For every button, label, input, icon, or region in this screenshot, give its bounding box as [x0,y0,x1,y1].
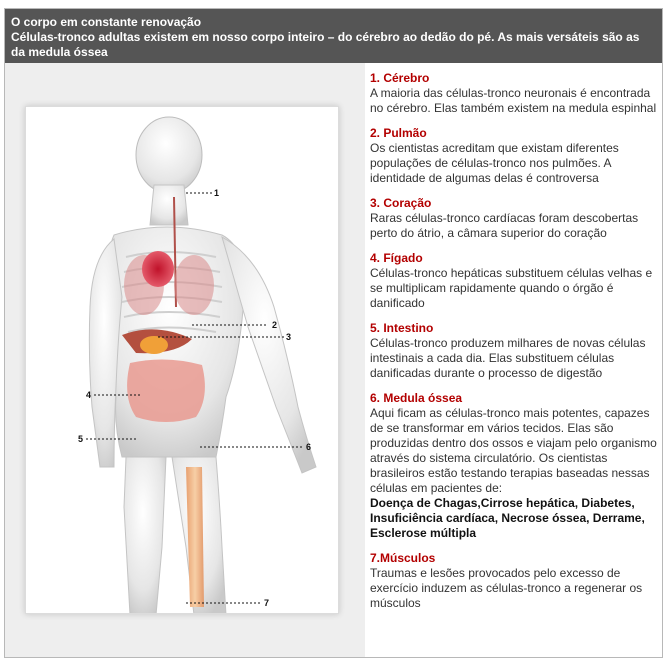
organ-title: 2. Pulmão [370,126,427,140]
intestine [127,359,205,422]
marker-3: 3 [286,332,292,342]
organ-text: Raras células-tronco cardíacas foram descobertas perto do átrio, a câmara superior do coração [370,211,639,240]
organ-text: Os cientistas acreditam que existam diferentes populações de células-tronco nos pulmões. A identidade de algumas delas é controversa [370,141,619,185]
marker-7: 7 [264,598,270,608]
organ-intestine [370,321,662,381]
organ-text: Traumas e lesões provocados pelo excesso de exercício induzem as células-tronco a regenerar os músculos [370,566,643,610]
header-title: O corpo em constante renovação [11,15,202,29]
organ-title: 3. Coração [370,196,432,210]
organ-text: A maioria das células-tronco neuronais é encontrada no cérebro. Elas também existem na medula espinhal [370,86,657,115]
organ-title: 7.Músculos [370,551,436,565]
organ-bone-marrow [370,391,662,541]
marker-6: 6 [306,442,312,452]
human-body-drawing [26,107,339,614]
organ-liver [370,251,662,311]
lung-right [174,255,214,315]
body-illustration [25,106,339,614]
organ-heart [370,196,662,241]
infographic-frame [4,8,663,658]
marker-5: 5 [78,434,84,444]
left-panel [5,63,365,657]
organ-text: Células-tronco produzem milhares de novas células intestinais a cada dia. Elas substituem células danificadas durante o processo de digestão [370,336,646,380]
header [5,9,662,63]
organ-text: Células-tronco hepáticas substituem células velhas e se multiplicam rapidamente quando o órgão é danificado [370,266,653,310]
heart [142,251,174,287]
marker-1: 1 [214,188,220,198]
organ-muscles [370,551,662,611]
marker-4: 4 [86,390,92,400]
organ-brain [370,71,662,116]
header-subtitle: Células-tronco adultas existem em nosso corpo inteiro – do cérebro ao dedão do pé. As mais versáteis são as da medula óssea [11,30,640,59]
organ-descriptions [370,63,662,657]
organ-title: 4. Fígado [370,251,423,265]
organ-title: 5. Intestino [370,321,434,335]
organ-lung [370,126,662,186]
organ-text: Aqui ficam as células-tronco mais potentes, capazes de se transformar em vários tecidos. Elas são produzidas dentro dos ossos e viajam pelo organismo através do sistema circulatório. Os cientistas brasileiros estão testando terapias baseadas nessas células em pacientes de: [370,406,657,495]
organ-title: 6. Medula óssea [370,391,463,405]
disease-list: Doença de Chagas,Cirrose hepática, Diabetes, Insuficiência cardíaca, Necrose óssea, Derrame, Esclerose múltipla [370,496,645,540]
organ-title: 1. Cérebro [370,71,430,85]
thigh-muscle [186,467,204,607]
stomach [140,336,168,354]
marker-2: 2 [272,320,278,330]
